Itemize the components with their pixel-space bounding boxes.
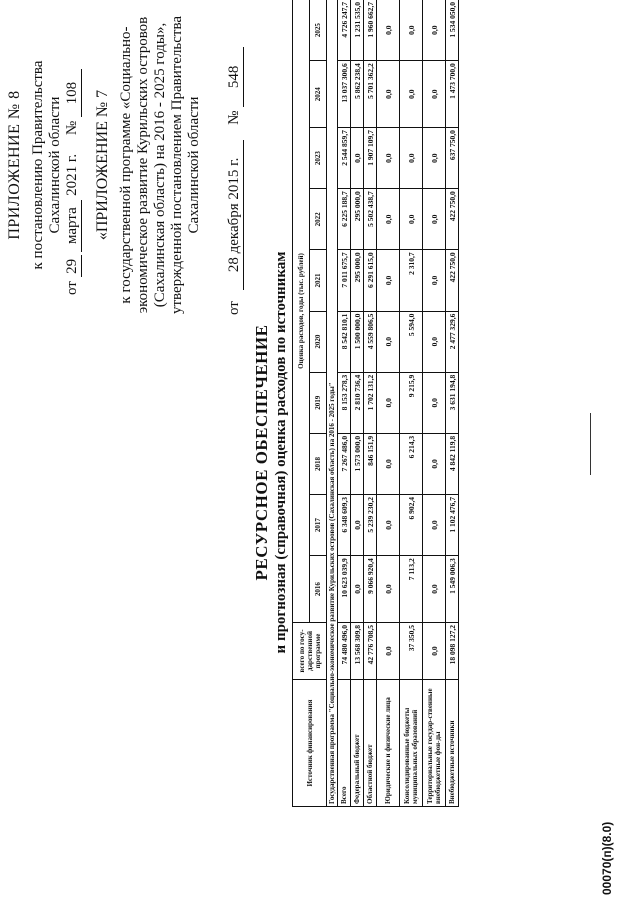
row-total: 0,0 [423,623,446,680]
row-value-2023: 0,0 [377,128,400,189]
appendix7-line3: (Сахалинская область) на 2016 - 2025 годы», [152,22,168,308]
year-header-2024: 2024 [310,61,327,128]
appendix7-from: от [226,301,242,315]
row-value-2022: 0,0 [423,189,446,250]
row-value-2022: 0,0 [400,189,423,250]
row-value-2020: 1 500 000,0 [351,311,364,372]
document-code: 00070(п)(8.0) [600,821,614,895]
appendix7-line2: экономическое развитие Курильских островов [135,16,151,314]
row-value-2017: 0,0 [377,495,400,556]
row-value-2022: 295 000,0 [351,189,364,250]
appendix8-day: 29 [64,255,82,277]
row-value-2019: 2 810 736,4 [351,372,364,433]
appendix8-line1: к постановлению Правительства [30,60,46,270]
table-row [377,0,400,807]
row-value-2016: 0,0 [351,556,364,623]
year-header-2018: 2018 [310,433,327,494]
row-value-2023: 637 750,0 [446,128,459,189]
table-row [446,0,459,807]
col-total-header: всего по госу-дарственной программе [293,623,327,680]
row-value-2017: 6 902,4 [400,495,423,556]
appendix8-num-sign: № [64,120,80,136]
row-total: 13 568 309,8 [351,623,364,680]
row-value-2021: 0,0 [377,250,400,311]
row-value-2020: 4 559 806,5 [364,311,377,372]
appendix7-num-sign: № [226,110,242,125]
row-value-2023: 0,0 [400,128,423,189]
row-value-2016: 0,0 [377,556,400,623]
year-header-2022: 2022 [310,189,327,250]
row-value-2018: 1 573 000,0 [351,433,364,494]
row-value-2019: 0,0 [423,372,446,433]
document-title: РЕСУРСНОЕ ОБЕСПЕЧЕНИЕ [252,324,271,581]
appendix7-line5: Сахалинской области [186,96,202,234]
row-value-2016: 1 549 006,3 [446,556,459,623]
row-value-2020: 2 477 329,6 [446,311,459,372]
program-row [327,0,338,807]
row-value-2017: 5 239 230,2 [364,495,377,556]
row-value-2018: 0,0 [423,433,446,494]
year-header-2016: 2016 [310,556,327,623]
col-group-header: Оценка расходов, годы (тыс. рублей) [293,0,310,623]
row-source-name: Всего [338,680,351,807]
appendix7-line4: утвержденной постановлением Правительства [169,15,185,315]
row-value-2019: 1 702 131,2 [364,372,377,433]
row-value-2019: 3 631 194,8 [446,372,459,433]
row-total: 74 480 496,0 [338,623,351,680]
row-source-name: Юридические и физические лица [377,680,400,807]
row-value-2024: 0,0 [423,61,446,128]
row-value-2022: 422 750,0 [446,189,459,250]
row-value-2022: 0,0 [377,189,400,250]
row-value-2016: 7 113,2 [400,556,423,623]
row-total: 0,0 [377,623,400,680]
row-value-2024: 0,0 [377,61,400,128]
year-header-2017: 2017 [310,495,327,556]
row-value-2019: 9 215,9 [400,372,423,433]
row-value-2025: 0,0 [423,0,446,61]
row-value-2023: 0,0 [351,128,364,189]
row-total: 37 350,5 [400,623,423,680]
appendix7-date: 28 декабря 2015 г. [226,140,244,290]
row-value-2025: 1 231 535,0 [351,0,364,61]
row-value-2024: 13 037 300,6 [338,61,351,128]
row-value-2025: 0,0 [400,0,423,61]
year-header-2023: 2023 [310,128,327,189]
row-value-2018: 6 214,3 [400,433,423,494]
row-source-name: Областной бюджет [364,680,377,807]
year-header-2021: 2021 [310,250,327,311]
row-total: 18 098 127,2 [446,623,459,680]
row-value-2017: 6 348 609,3 [338,495,351,556]
row-value-2024: 0,0 [400,61,423,128]
row-value-2024: 5 701 362,2 [364,61,377,128]
resource-table [292,0,459,807]
appendix8-date-line [64,0,82,295]
row-value-2022: 5 502 438,7 [364,189,377,250]
row-source-name: Внебюджетные источники [446,680,459,807]
row-value-2020: 8 542 810,1 [338,311,351,372]
row-value-2023: 1 907 109,7 [364,128,377,189]
table-row [338,0,351,807]
row-value-2021: 2 310,7 [400,250,423,311]
row-value-2018: 4 842 119,8 [446,433,459,494]
appendix8-line2: Сахалинской области [47,96,63,234]
row-value-2021: 0,0 [423,250,446,311]
row-value-2016: 0,0 [423,556,446,623]
row-source-name: Консолидированные бюджеты муниципальных образований [400,680,423,807]
year-header-2025: 2025 [310,0,327,61]
table-row [351,0,364,807]
appendix8-number: 108 [64,69,82,117]
row-value-2023: 0,0 [423,128,446,189]
row-value-2024: 1 473 700,0 [446,61,459,128]
row-value-2017: 0,0 [423,495,446,556]
appendix8-year: 2021 [64,165,80,196]
row-value-2019: 8 153 278,3 [338,372,351,433]
row-value-2020: 0,0 [377,311,400,372]
appendix7-title: «ПРИЛОЖЕНИЕ № 7 [94,89,111,241]
divider-line [590,413,591,475]
row-value-2020: 5 594,0 [400,311,423,372]
appendix7-number: 548 [226,47,244,107]
appendix8-from: от [64,281,80,295]
row-value-2025: 0,0 [377,0,400,61]
row-value-2016: 9 066 920,4 [364,556,377,623]
row-total: 42 776 708,5 [364,623,377,680]
row-value-2018: 846 151,9 [364,433,377,494]
row-source-name: Федеральный бюджет [351,680,364,807]
appendix8-title: ПРИЛОЖЕНИЕ № 8 [6,90,23,240]
row-value-2016: 10 623 039,9 [338,556,351,623]
row-value-2025: 1 534 050,0 [446,0,459,61]
row-value-2022: 6 225 188,7 [338,189,351,250]
table-row [423,0,446,807]
row-value-2021: 6 291 615,0 [364,250,377,311]
row-value-2017: 1 102 476,7 [446,495,459,556]
appendix7-body [118,15,203,315]
appendix7-date-line [226,15,244,315]
row-value-2017: 0,0 [351,495,364,556]
year-header-2020: 2020 [310,311,327,372]
table-row [364,0,377,807]
row-source-name: Территориальные государ-ственные внебюджетные фон-ды [423,680,446,807]
row-value-2021: 7 011 675,7 [338,250,351,311]
table-row [400,0,423,807]
row-value-2020: 0,0 [423,311,446,372]
row-value-2023: 2 544 859,7 [338,128,351,189]
appendix8-month: марта [64,200,82,252]
row-value-2024: 5 862 238,4 [351,61,364,128]
row-value-2021: 422 750,0 [446,250,459,311]
document-subtitle: и прогнозная (справочная) оценка расходов по источникам [273,251,289,654]
row-value-2018: 0,0 [377,433,400,494]
year-header-2019: 2019 [310,372,327,433]
row-value-2018: 7 267 486,0 [338,433,351,494]
row-value-2025: 4 726 247,7 [338,0,351,61]
row-value-2021: 295 000,0 [351,250,364,311]
col-source-header: Источник финансирования [293,680,327,807]
appendix8-year-suffix: г. [64,153,80,163]
row-value-2025: 1 960 662,7 [364,0,377,61]
program-title: Государственная программа "Социально-экономическое развитие Курильских островов (Сахалинская область) на 2016 - 2025 годы" [327,0,338,807]
appendix7-line1: к государственной программе «Социально- [118,26,134,304]
row-value-2019: 0,0 [377,372,400,433]
